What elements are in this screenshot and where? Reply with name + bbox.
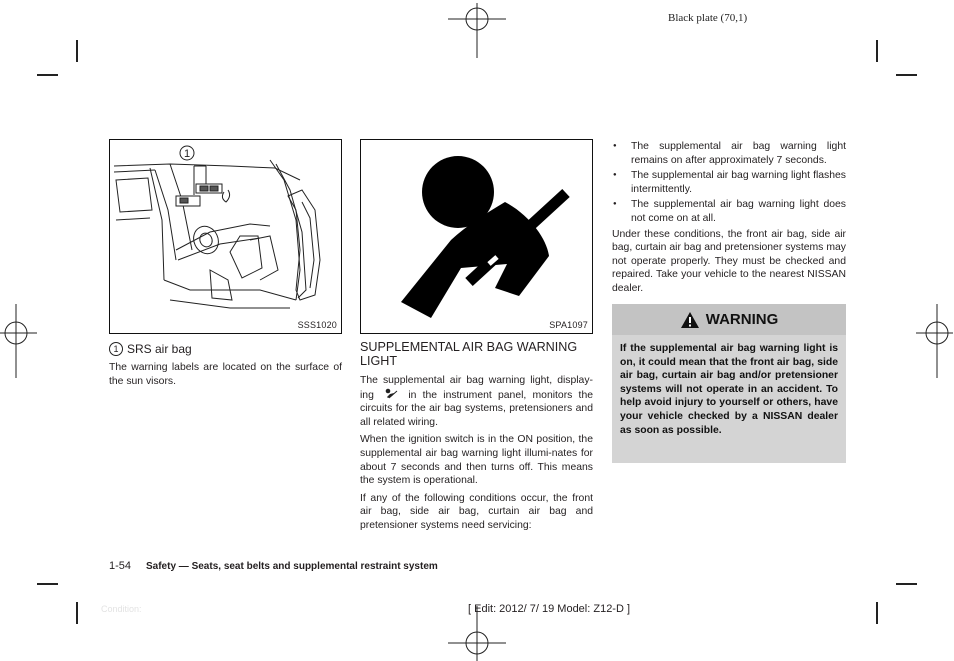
chapter-title: Safety — Seats, seat belts and supplemental restraint system xyxy=(146,561,438,572)
column-middle xyxy=(360,340,593,537)
figure-code: SPA1097 xyxy=(549,320,588,330)
list-item: ● The supplemental air bag warning light does not come on at all. xyxy=(612,198,846,225)
condition-label: Condition: xyxy=(101,604,142,614)
figure-caption xyxy=(109,342,342,356)
paragraph-2: When the ignition switch is in the ON position, the supplemental air bag warning light illumi-nates for about 7 seconds and then turns off. This means the system is operational. xyxy=(360,434,593,487)
section-heading: SUPPLEMENTAL AIR BAG WARNING LIGHT xyxy=(360,340,578,368)
registration-mark-top xyxy=(446,3,508,59)
caption-text: SRS air bag xyxy=(127,342,192,356)
figure-car-interior xyxy=(109,139,342,334)
column-left xyxy=(109,342,342,392)
figure-callout-number: 1 xyxy=(183,148,191,160)
paragraph-1 xyxy=(360,374,593,429)
paragraph-1-start: The supplemental air bag warning light, display-ing xyxy=(360,375,593,401)
column-right xyxy=(612,140,846,300)
service-paragraph: Under these conditions, the front air bag, side air bag, curtain air bag and pretensioner systems may not operate properly. They must be checked and repaired. Take your vehicle to the nearest NISSAN dealer. xyxy=(612,228,846,294)
warning-text: If the supplemental air bag warning light is on, it could mean that the front air bag, side air bag, curtain air bag and/or pretensioner systems will not operate in an accident. To help avoid injury to yourself or others, have your vehicle checked by a NISSAN dealer as soon as possible. xyxy=(620,343,838,436)
car-interior-illustration xyxy=(110,140,340,332)
warning-header xyxy=(612,304,846,335)
paragraph-3: If any of the following conditions occur, the front air bag, side air bag, curtain air bag and pretensioner systems need servicing: xyxy=(360,492,593,531)
warning-triangle-icon xyxy=(680,311,700,329)
condition-list xyxy=(612,140,846,226)
warning-box xyxy=(612,304,846,463)
airbag-icon xyxy=(384,388,398,399)
list-item: ● The supplemental air bag warning light flashes intermittently. xyxy=(612,169,846,196)
paragraph-1-end: in the instrument panel, monitors the circuits for the air bag systems, pretensioners and all related wiring. xyxy=(360,389,594,428)
figure-code: SSS1020 xyxy=(297,320,337,330)
edit-info: [ Edit: 2012/ 7/ 19 Model: Z12-D ] xyxy=(468,603,631,615)
page-number: 1-54 xyxy=(109,560,132,572)
figure-airbag-warning-light xyxy=(360,139,593,334)
registration-mark-left xyxy=(0,302,38,380)
airbag-warning-icon xyxy=(361,140,591,332)
caption-number-badge: 1 xyxy=(109,342,123,356)
warning-title: WARNING xyxy=(705,311,779,328)
registration-mark-right xyxy=(916,302,954,380)
plate-label: Black plate (70,1) xyxy=(668,12,748,24)
list-item: ● The supplemental air bag warning light remains on after approximately 7 seconds. xyxy=(612,140,846,167)
visor-label-text: The warning labels are located on the surface of the sun visors. xyxy=(109,362,342,387)
